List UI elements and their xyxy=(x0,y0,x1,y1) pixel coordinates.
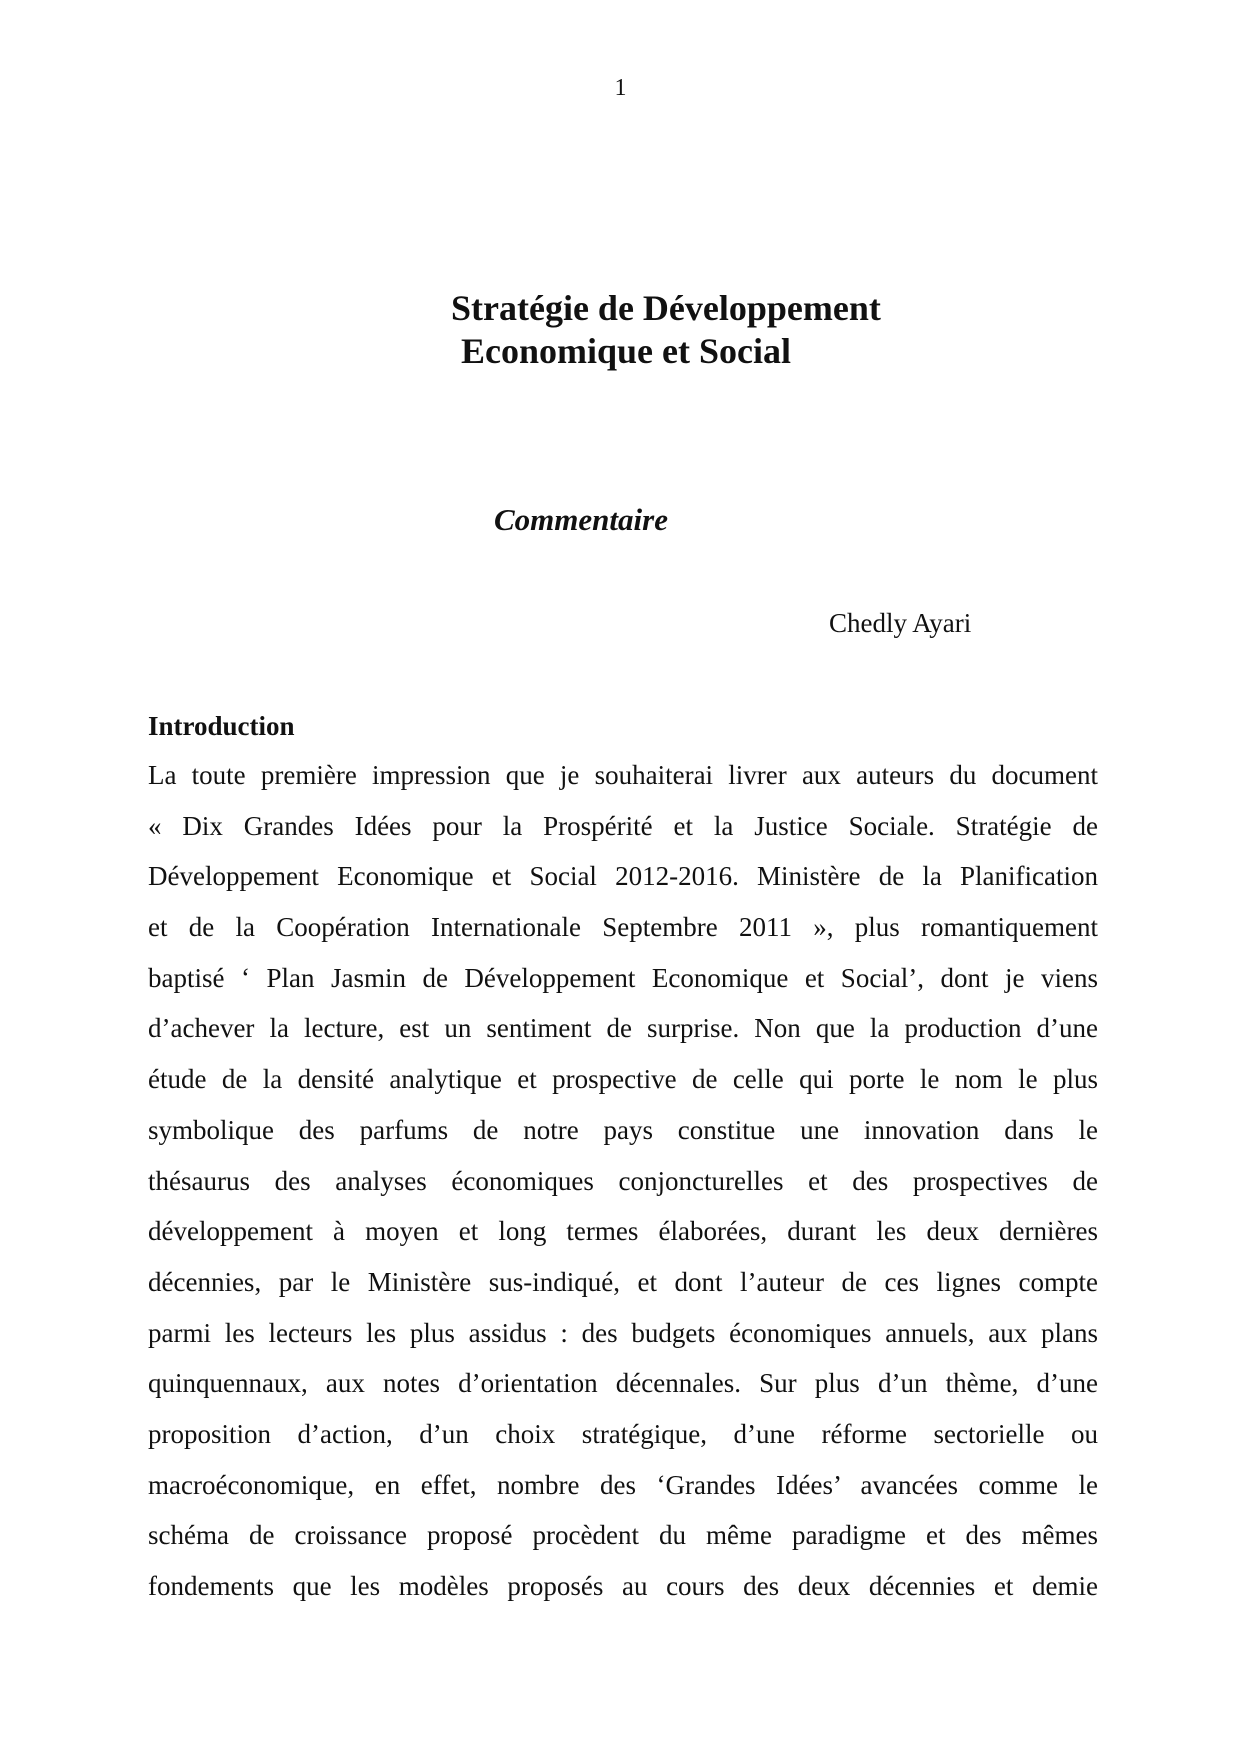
document-title-line-2: Economique et Social xyxy=(461,331,791,371)
paragraph-line: développement à moyen et long termes élaborées, durant les deux dernières xyxy=(148,1216,1098,1247)
paragraph-line: baptisé ‘ Plan Jasmin de Développement Economique et Social’, dont je viens xyxy=(148,962,1098,993)
document-subtitle: Commentaire xyxy=(494,502,668,537)
paragraph-line: Développement Economique et Social 2012-2016. Ministère de la Planification xyxy=(148,861,1098,892)
paragraph-line: quinquennaux, aux notes d’orientation décennales. Sur plus d’un thème, d’une xyxy=(148,1368,1098,1399)
paragraph-line: fondements que les modèles proposés au cours des deux décennies et demie xyxy=(148,1571,1098,1601)
paragraph-line: proposition d’action, d’un choix stratégique, d’une réforme sectorielle ou xyxy=(148,1418,1098,1449)
document-title-line-1: Stratégie de Développement xyxy=(451,288,881,328)
paragraph-line: thésaurus des analyses économiques conjoncturelles et des prospectives de xyxy=(148,1165,1098,1196)
paragraph-line: La toute première impression que je souhaiterai livrer aux auteurs du document xyxy=(148,760,1098,790)
page-number: 1 xyxy=(614,75,627,101)
paragraph-line: parmi les lecteurs les plus assidus : des budgets économiques annuels, aux plans xyxy=(148,1317,1098,1348)
paragraph-line: macroéconomique, en effet, nombre des ‘Grandes Idées’ avancées comme le xyxy=(148,1469,1098,1500)
paragraph-line: et de la Coopération Internationale Septembre 2011 », plus romantiquement xyxy=(148,912,1098,943)
paragraph-line: étude de la densité analytique et prospective de celle qui porte le nom le plus xyxy=(148,1064,1098,1095)
paragraph-line: d’achever la lecture, est un sentiment de surprise. Non que la production d’une xyxy=(148,1013,1098,1044)
paragraph-line: schéma de croissance proposé procèdent du même paradigme et des mêmes xyxy=(148,1520,1098,1551)
section-heading: Introduction xyxy=(148,711,295,741)
author-name: Chedly Ayari xyxy=(829,608,972,638)
paragraph-line: symbolique des parfums de notre pays constitue une innovation dans le xyxy=(148,1114,1098,1145)
body-paragraph xyxy=(148,756,1098,1618)
paragraph-line: décennies, par le Ministère sus-indiqué, et dont l’auteur de ces lignes compte xyxy=(148,1266,1098,1297)
paragraph-line: « Dix Grandes Idées pour la Prospérité et la Justice Sociale. Stratégie de xyxy=(148,810,1098,841)
